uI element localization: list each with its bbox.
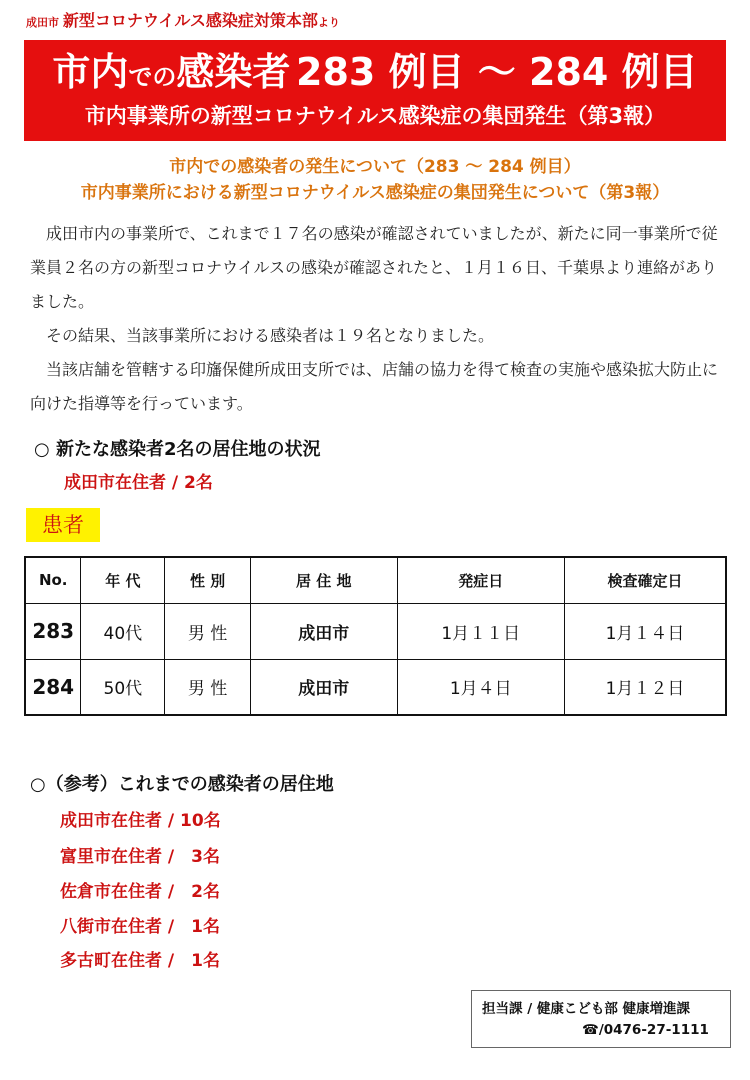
header-age: 年 代: [81, 557, 165, 603]
banner-title-b: での: [128, 63, 177, 91]
reference-item: 佐倉市在住者 / 2名: [60, 882, 220, 902]
table-row: [25, 659, 726, 715]
title-banner: [24, 40, 726, 141]
cell-no: 283: [25, 603, 81, 659]
reference-item: 八街市在住者 / 1名: [60, 917, 220, 937]
issuer-suffix: より: [317, 16, 340, 29]
banner-title-d: 283 例目 ～ 284 例目: [296, 50, 698, 94]
subhead-1: 市内での感染者の発生について（283 ～ 284 例目）: [169, 157, 581, 177]
contact-department: 担当課 / 健康こども部 健康増進課: [482, 1001, 691, 1017]
header-no: No.: [25, 557, 81, 603]
cell-age: 50代: [81, 659, 165, 715]
cell-residence: 成田市: [250, 659, 397, 715]
reference-item: 多古町在住者 / 1名: [60, 951, 220, 971]
cell-sex: 男 性: [165, 603, 251, 659]
body-paragraph-3: 当該店舗を管轄する印旛保健所成田支所では、店舗の協力を得て検査の実施や感染拡大防止に向けた指導等を行っています。: [30, 360, 719, 413]
cell-residence: 成田市: [250, 603, 397, 659]
header-confirmed: 検査確定日: [564, 557, 726, 603]
reference-item: 成田市在住者 / 10名: [60, 811, 221, 831]
header-residence: 居 住 地: [250, 557, 397, 603]
patients-table: [24, 556, 727, 716]
banner-title-c: 感染者: [176, 50, 291, 94]
patients-label: 患者: [26, 508, 100, 542]
body-paragraph-2: その結果、当該事業所における感染者は１９名となりました。: [46, 326, 495, 345]
body-paragraph-1: 成田市内の事業所で、これまで１７名の感染が確認されていましたが、新たに同一事業所で従業員２名の方の新型コロナウイルスの感染が確認されたと、１月１６日、千葉県より連絡がありました。: [30, 224, 718, 311]
table-row: [25, 603, 726, 659]
new-cases-title: ○ 新たな感染者2名の居住地の状況: [34, 439, 321, 460]
banner-title: [24, 46, 726, 98]
body-paragraphs: [30, 217, 724, 421]
header-sex: 性 別: [165, 557, 251, 603]
header-onset: 発症日: [397, 557, 564, 603]
banner-subtitle: 市内事業所の新型コロナウイルス感染症の集団発生（第3報）: [84, 104, 666, 128]
cell-sex: 男 性: [165, 659, 251, 715]
issuer-line: [26, 8, 340, 31]
cell-confirmed: 1月１４日: [564, 603, 726, 659]
cell-age: 40代: [81, 603, 165, 659]
cell-no: 284: [25, 659, 81, 715]
issuer-office: 新型コロナウイルス感染症対策本部: [62, 11, 318, 30]
new-cases-item: 成田市在住者 / 2名: [64, 473, 213, 493]
contact-phone: ☎/0476-27-1111: [582, 1022, 709, 1038]
table-header-row: [25, 557, 726, 603]
subhead-2: 市内事業所における新型コロナウイルス感染症の集団発生について（第3報）: [80, 183, 670, 203]
reference-item: 富里市在住者 / 3名: [60, 847, 220, 867]
banner-title-a: 市内: [52, 50, 129, 94]
cell-confirmed: 1月１２日: [564, 659, 726, 715]
reference-title: ○（参考）これまでの感染者の居住地: [30, 774, 334, 795]
contact-box: [471, 990, 731, 1048]
cell-onset: 1月４日: [397, 659, 564, 715]
issuer-city: 成田市: [26, 16, 59, 29]
cell-onset: 1月１１日: [397, 603, 564, 659]
